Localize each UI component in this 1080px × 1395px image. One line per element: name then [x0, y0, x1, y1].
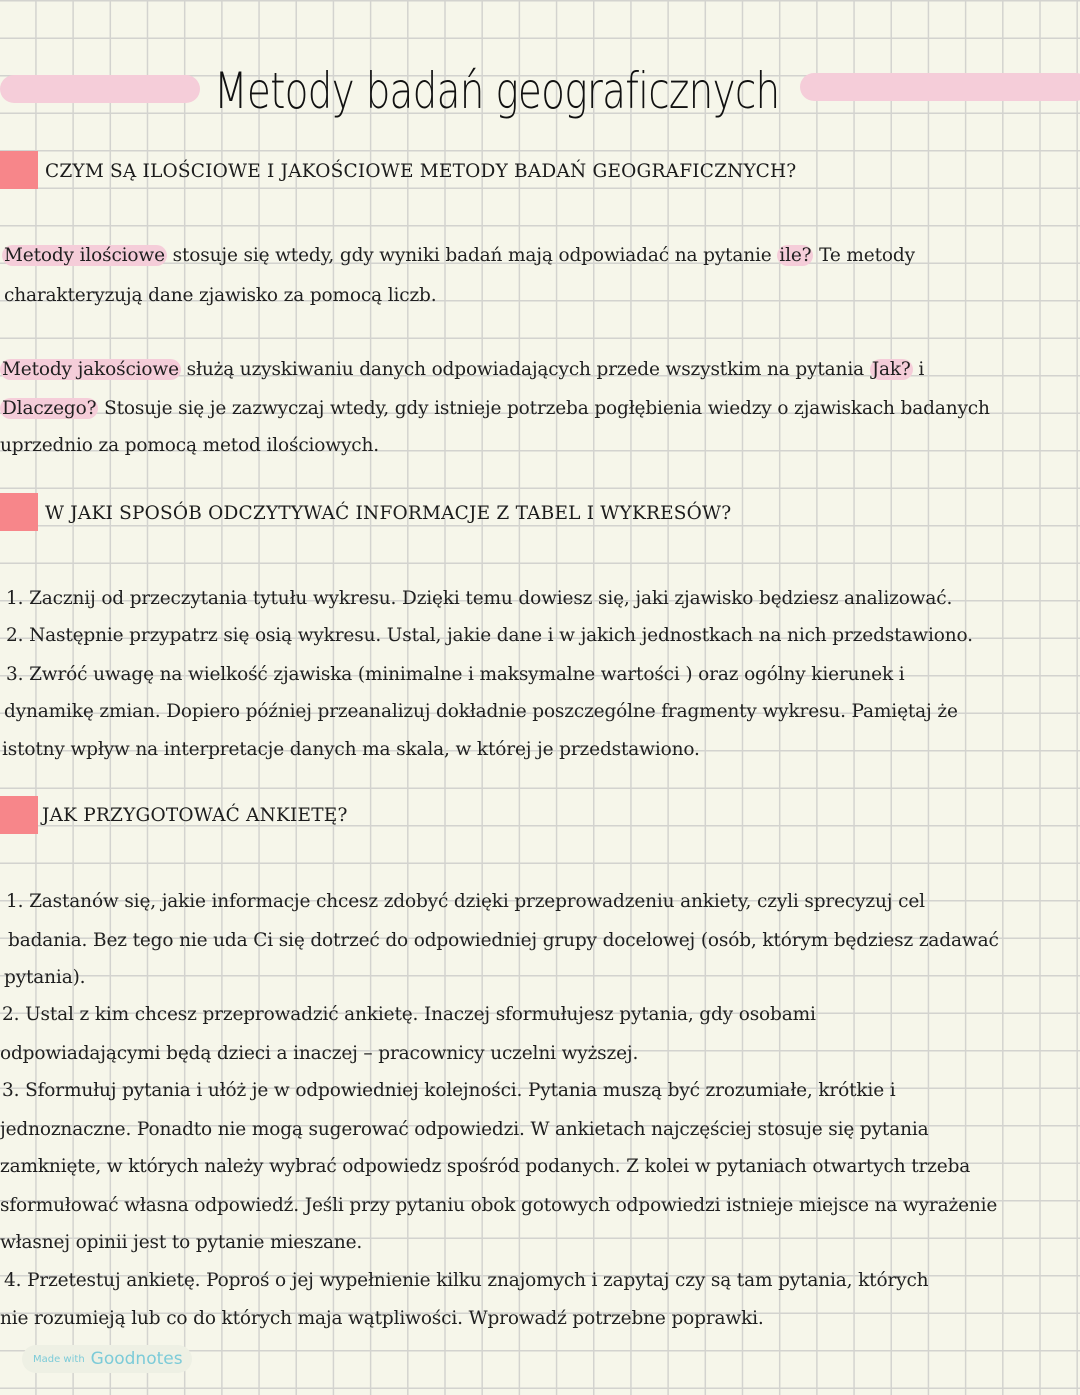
- list-line: 4. Przetestuj ankietę. Poproś o jej wypełnienie kilku znajomych i zapytaj czy są tam pytania, których: [4, 1270, 929, 1291]
- list-line: istotny wpływ na interpretacje danych ma skala, w której je przedstawiono.: [2, 739, 700, 760]
- title-highlight-left: [0, 75, 200, 103]
- list-line: nie rozumieją lub co do których maja wątpliwości. Wprowadź potrzebne poprawki.: [0, 1308, 764, 1329]
- list-line: sformułować własna odpowiedź. Jeśli przy pytaniu obok gotowych odpowiedzi istnieje miejsce na wyrażenie: [0, 1195, 998, 1216]
- section-marker: [0, 796, 38, 834]
- paragraph-line: [0, 398, 990, 419]
- title-highlight-right: [800, 73, 1080, 101]
- section-heading: JAK PRZYGOTOWAĆ ANKIETĘ?: [42, 805, 348, 826]
- list-line: 1. Zacznij od przeczytania tytułu wykresu. Dzięki temu dowiesz się, jaki zjawisko będziesz analizować.: [6, 588, 953, 609]
- paragraph-line: [0, 359, 924, 380]
- list-line: dynamikę zmian. Dopiero później przeanalizuj dokładnie poszczególne fragmenty wykresu. Pamiętaj że: [4, 701, 958, 722]
- list-line: 3. Sformułuj pytania i ułóż je w odpowiedniej kolejności. Pytania muszą być zrozumiałe, krótkie i: [2, 1080, 896, 1101]
- highlighted-term: ile?: [779, 245, 812, 266]
- list-line: zamknięte, w których należy wybrać odpowiedz spośród podanych. Z kolei w pytaniach otwartych trzeba: [0, 1156, 971, 1177]
- section-heading: W JAKI SPOSÓB ODCZYTYWAĆ INFORMACJE Z TABEL I WYKRESÓW?: [45, 503, 732, 524]
- list-line: badania. Bez tego nie uda Ci się dotrzeć do odpowiedniej grupy docelowej (osób, którym będziesz zadawać: [8, 930, 999, 951]
- section-marker: [0, 151, 38, 189]
- goodnotes-logo: Goodnotes: [90, 1349, 183, 1369]
- highlighted-term: Metody ilościowe: [4, 245, 165, 266]
- text: stosuje się wtedy, gdy wyniki badań mają odpowiadać na pytanie: [166, 245, 778, 266]
- text: Stosuje się je zazwyczaj wtedy, gdy istnieje potrzeba pogłębienia wiedzy o zjawiskach badanych: [98, 398, 990, 419]
- list-line: 2. Ustal z kim chcesz przeprowadzić ankietę. Inaczej sformułujesz pytania, gdy osobami: [2, 1004, 816, 1025]
- highlighted-term: Jak?: [871, 359, 911, 380]
- text: i: [912, 359, 925, 380]
- list-line: 3. Zwróć uwagę na wielkość zjawiska (minimalne i maksymalne wartości ) oraz ogólny kierunek i: [6, 664, 905, 685]
- highlighted-term: Metody jakościowe: [2, 359, 179, 380]
- list-line: odpowiadającymi będą dzieci a inaczej – pracownicy uczelni wyższej.: [0, 1043, 639, 1064]
- paragraph-line: uprzednio za pomocą metod ilościowych.: [0, 435, 379, 456]
- goodnotes-badge: [22, 1345, 192, 1373]
- text: Te metody: [813, 245, 915, 266]
- list-line: 2. Następnie przypatrz się osią wykresu. Ustal, jakie dane i w jakich jednostkach na nich przedstawiono.: [6, 625, 973, 646]
- list-line: 1. Zastanów się, jakie informacje chcesz zdobyć dzięki przeprowadzeniu ankiety, czyli sprecyzuj cel: [6, 891, 925, 912]
- list-line: jednoznaczne. Ponadto nie mogą sugerować odpowiedzi. W ankietach najczęściej stosuje się pytania: [0, 1119, 929, 1140]
- paragraph-line: charakteryzują dane zjawisko za pomocą liczb.: [4, 285, 437, 306]
- badge-made-with: Made with: [33, 1353, 85, 1365]
- page-title: Metody badań geograficznych: [214, 62, 780, 120]
- paragraph-line: [2, 245, 915, 266]
- list-line: własnej opinii jest to pytanie mieszane.: [0, 1232, 363, 1253]
- section-heading: CZYM SĄ ILOŚCIOWE I JAKOŚCIOWE METODY BADAŃ GEOGRAFICZNYCH?: [45, 161, 797, 182]
- list-line: pytania).: [4, 967, 86, 988]
- highlighted-term: Dlaczego?: [2, 398, 97, 419]
- text: służą uzyskiwaniu danych odpowiadających przede wszystkim na pytania: [180, 359, 870, 380]
- section-marker: [0, 493, 38, 531]
